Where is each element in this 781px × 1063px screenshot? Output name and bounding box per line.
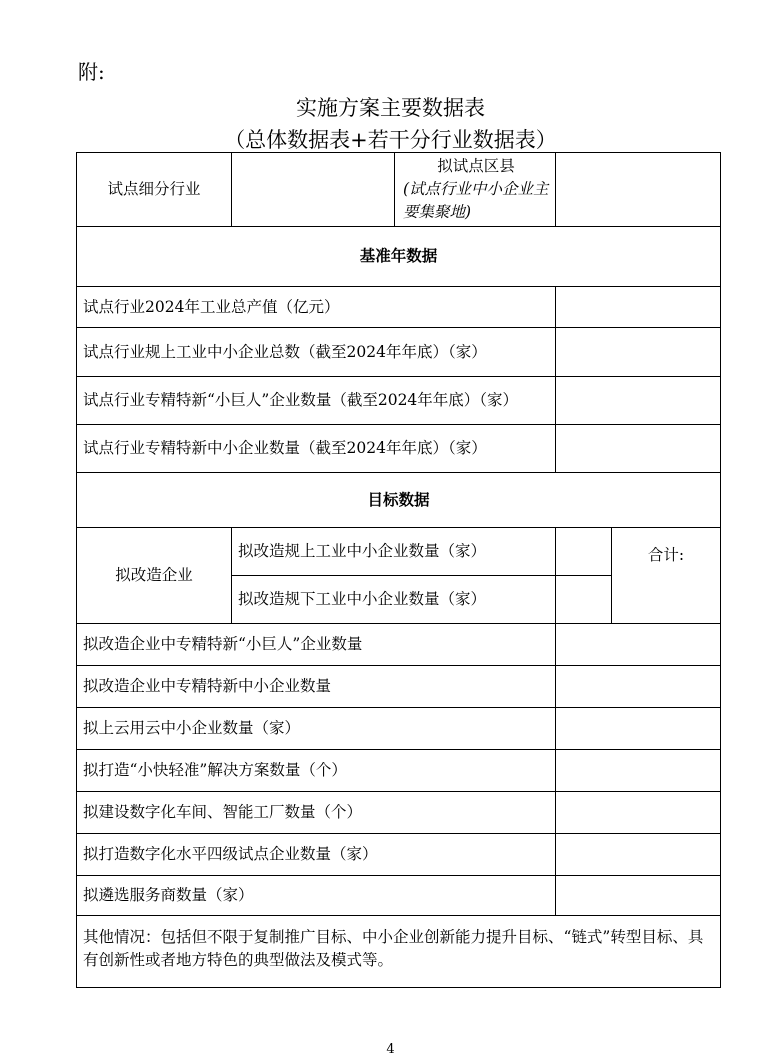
base-row-label: 试点行业专精特新中小企业数量（截至2024年年底）（家） xyxy=(77,425,556,473)
base-row-label: 试点行业规上工业中小企业总数（截至2024年年底）（家） xyxy=(77,328,556,377)
target-row-value xyxy=(556,876,721,916)
industry-label: 试点细分行业 xyxy=(77,153,232,227)
attachment-label: 附: xyxy=(78,60,105,84)
target-row-value xyxy=(556,624,721,666)
target-row-label: 拟遴选服务商数量（家） xyxy=(77,876,556,916)
target-row-value xyxy=(556,834,721,876)
base-row-value xyxy=(556,287,721,328)
base-row-value xyxy=(556,328,721,377)
transform-below-label: 拟改造规下工业中小企业数量（家） xyxy=(232,576,556,624)
base-row-value xyxy=(556,377,721,425)
district-label-cell xyxy=(395,153,556,227)
target-row-value xyxy=(556,792,721,834)
table-title: 实施方案主要数据表 xyxy=(296,96,485,120)
transform-above-label: 拟改造规上工业中小企业数量（家） xyxy=(232,528,556,576)
transform-total: 合计: xyxy=(612,528,721,624)
table-subtitle: （总体数据表+若干分行业数据表） xyxy=(224,128,557,152)
data-table xyxy=(76,152,721,988)
target-row-label: 拟打造数字化水平四级试点企业数量（家） xyxy=(77,834,556,876)
other-info: 其他情况：包括但不限于复制推广目标、中小企业创新能力提升目标、“链式”转型目标、具有创新性或者地方特色的典型做法及模式等。 xyxy=(77,916,721,988)
target-row-value xyxy=(556,708,721,750)
district-note: (试点行业中小企业主要集聚地) xyxy=(403,180,549,221)
section-target-header: 目标数据 xyxy=(77,473,721,528)
transform-below-value xyxy=(556,576,612,624)
target-row-label: 拟打造“小快轻准”解决方案数量（个） xyxy=(77,750,556,792)
target-row-value xyxy=(556,750,721,792)
section-base-header: 基准年数据 xyxy=(77,227,721,287)
target-row-label: 拟上云用云中小企业数量（家） xyxy=(77,708,556,750)
base-row-label: 试点行业2024年工业总产值（亿元） xyxy=(77,287,556,328)
target-row-label: 拟改造企业中专精特新中小企业数量 xyxy=(77,666,556,708)
target-row-label: 拟建设数字化车间、智能工厂数量（个） xyxy=(77,792,556,834)
target-row-label: 拟改造企业中专精特新“小巨人”企业数量 xyxy=(77,624,556,666)
base-row-label: 试点行业专精特新“小巨人”企业数量（截至2024年年底）（家） xyxy=(77,377,556,425)
transform-above-value xyxy=(556,528,612,576)
target-row-value xyxy=(556,666,721,708)
transform-label: 拟改造企业 xyxy=(77,528,232,624)
page-number: 4 xyxy=(386,1042,395,1057)
district-label: 拟试点区县 xyxy=(437,157,515,175)
district-value xyxy=(556,153,721,227)
industry-value xyxy=(232,153,395,227)
base-row-value xyxy=(556,425,721,473)
